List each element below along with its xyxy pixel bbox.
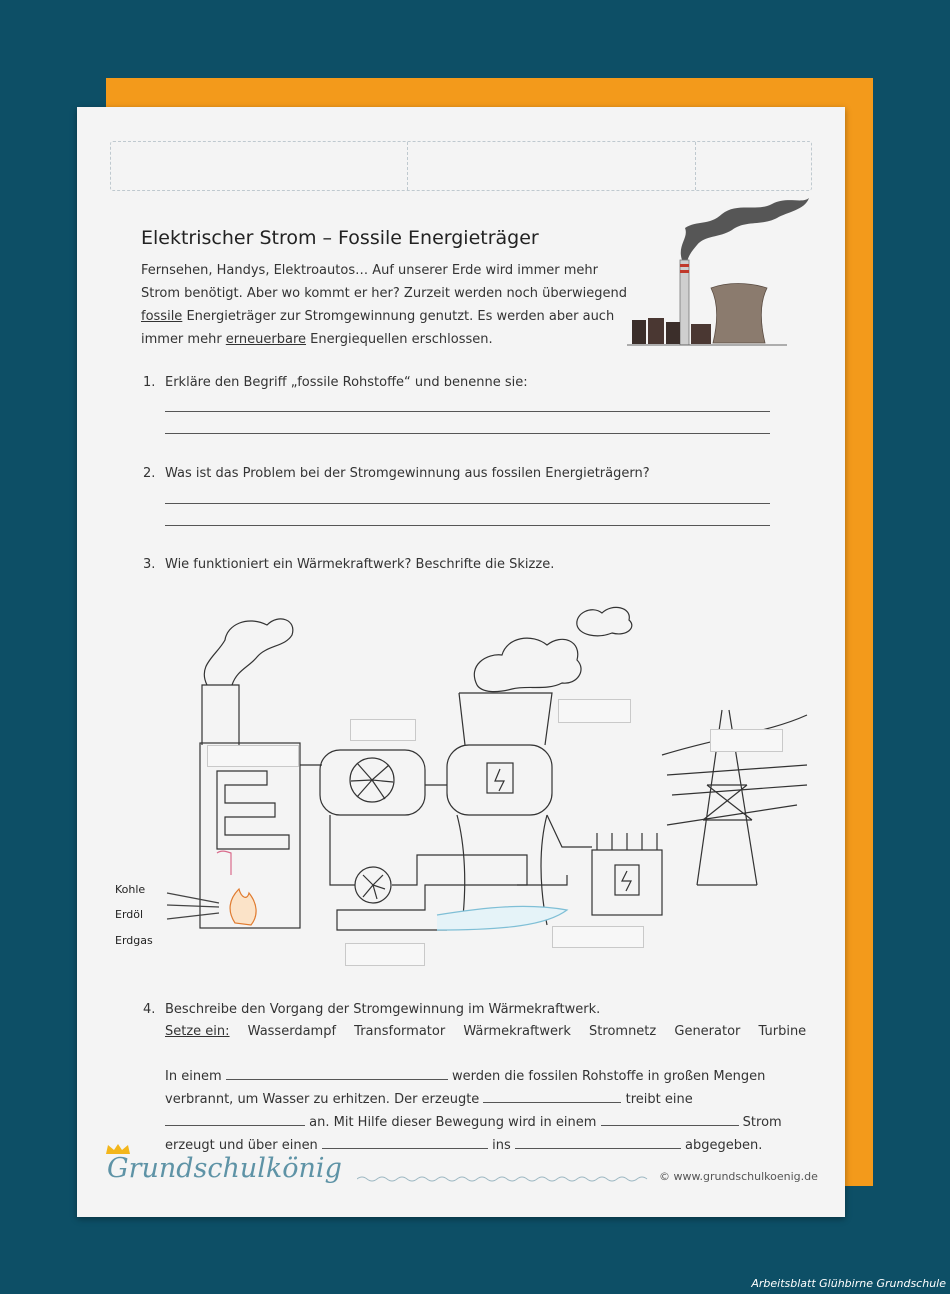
blank-field[interactable] — [515, 1136, 681, 1149]
intro-part-1: Fernsehen, Handys, Elektroautos… Auf unserer Erde wird immer mehr Strom benötigt. Aber wo kommt er her? Zurzeit werden noch überwiegend — [141, 263, 627, 301]
image-caption: Arbeitsblatt Glühbirne Grundschule — [751, 1277, 946, 1290]
label-box[interactable] — [558, 699, 631, 723]
word-bank-item: Stromnetz — [589, 1024, 657, 1039]
intro-part-3: Energiequellen erschlossen. — [306, 332, 493, 347]
question-text: Was ist das Problem bei der Stromgewinnung aus fossilen Energieträgern? — [165, 466, 650, 481]
cloze-segment: werden die fossilen Rohstoffe in großen Mengen verbrannt, um Wasser zu erhitzen. Der erzeugte — [165, 1069, 766, 1107]
intro-text — [141, 259, 641, 351]
intro-erneuerbare: erneuerbare — [225, 332, 307, 347]
wavy-divider — [357, 1175, 652, 1183]
question-3 — [143, 557, 554, 572]
label-box[interactable] — [710, 729, 783, 752]
label-box[interactable] — [345, 943, 425, 966]
intro-fossile: fossile — [141, 309, 183, 324]
cloze-segment: Strom erzeugt und über einen — [165, 1115, 782, 1153]
cloze-text — [165, 1065, 795, 1157]
question-number: 3. — [143, 557, 156, 572]
question-2 — [143, 466, 650, 481]
word-bank-label: Setze ein: — [165, 1024, 230, 1039]
fuel-label-erdoel: Erdöl — [115, 908, 144, 921]
word-bank-item: Wärmekraftwerk — [463, 1024, 571, 1039]
word-bank-item: Turbine — [758, 1024, 807, 1039]
label-box[interactable] — [350, 719, 416, 741]
answer-line[interactable] — [165, 525, 770, 526]
fuel-label-erdgas: Erdgas — [115, 934, 153, 947]
fuel-label-kohle: Kohle — [115, 883, 146, 896]
header-fields — [110, 141, 812, 191]
word-bank-item: Generator — [674, 1024, 741, 1039]
question-number: 2. — [143, 466, 156, 481]
cloze-segment: treibt eine — [625, 1092, 693, 1107]
word-bank-item: Transformator — [354, 1024, 446, 1039]
question-number: 4. — [143, 1002, 156, 1017]
blank-field[interactable] — [483, 1090, 621, 1103]
power-plant-sketch — [107, 585, 817, 975]
question-text: Erkläre den Begriff „fossile Rohstoffe“ und benenne sie: — [165, 375, 528, 390]
worksheet-title: Elektrischer Strom – Fossile Energieträger — [141, 227, 539, 249]
answer-line[interactable] — [165, 433, 770, 434]
copyright-text: © www.grundschulkoenig.de — [659, 1170, 818, 1183]
cloze-segment: an. Mit Hilfe dieser Bewegung wird in einem — [309, 1115, 597, 1130]
word-bank-item: Wasserdampf — [247, 1024, 337, 1039]
label-box[interactable] — [207, 745, 299, 767]
question-number: 1. — [143, 375, 156, 390]
label-box[interactable] — [552, 926, 644, 948]
answer-line[interactable] — [165, 503, 770, 504]
cloze-segment: abgegeben. — [685, 1138, 763, 1153]
intro-part-2: Energieträger zur Stromgewinnung genutzt. Es werden aber auch immer mehr — [141, 309, 615, 347]
word-bank — [165, 1024, 820, 1039]
answer-line[interactable] — [165, 411, 770, 412]
question-4 — [143, 1002, 600, 1017]
blank-field[interactable] — [226, 1067, 448, 1080]
question-text: Wie funktioniert ein Wärmekraftwerk? Beschrifte die Skizze. — [165, 557, 555, 572]
blank-field[interactable] — [165, 1113, 305, 1126]
cloze-segment: ins — [492, 1138, 511, 1153]
brand-logo: Grundschulkönig — [107, 1153, 342, 1184]
worksheet-page — [77, 107, 845, 1217]
cloze-segment: In einem — [165, 1069, 222, 1084]
question-text: Beschreibe den Vorgang der Stromgewinnung im Wärmekraftwerk. — [165, 1002, 601, 1017]
question-1 — [143, 375, 528, 390]
power-plant-illustration — [627, 190, 817, 350]
blank-field[interactable] — [601, 1113, 739, 1126]
blank-field[interactable] — [322, 1136, 488, 1149]
